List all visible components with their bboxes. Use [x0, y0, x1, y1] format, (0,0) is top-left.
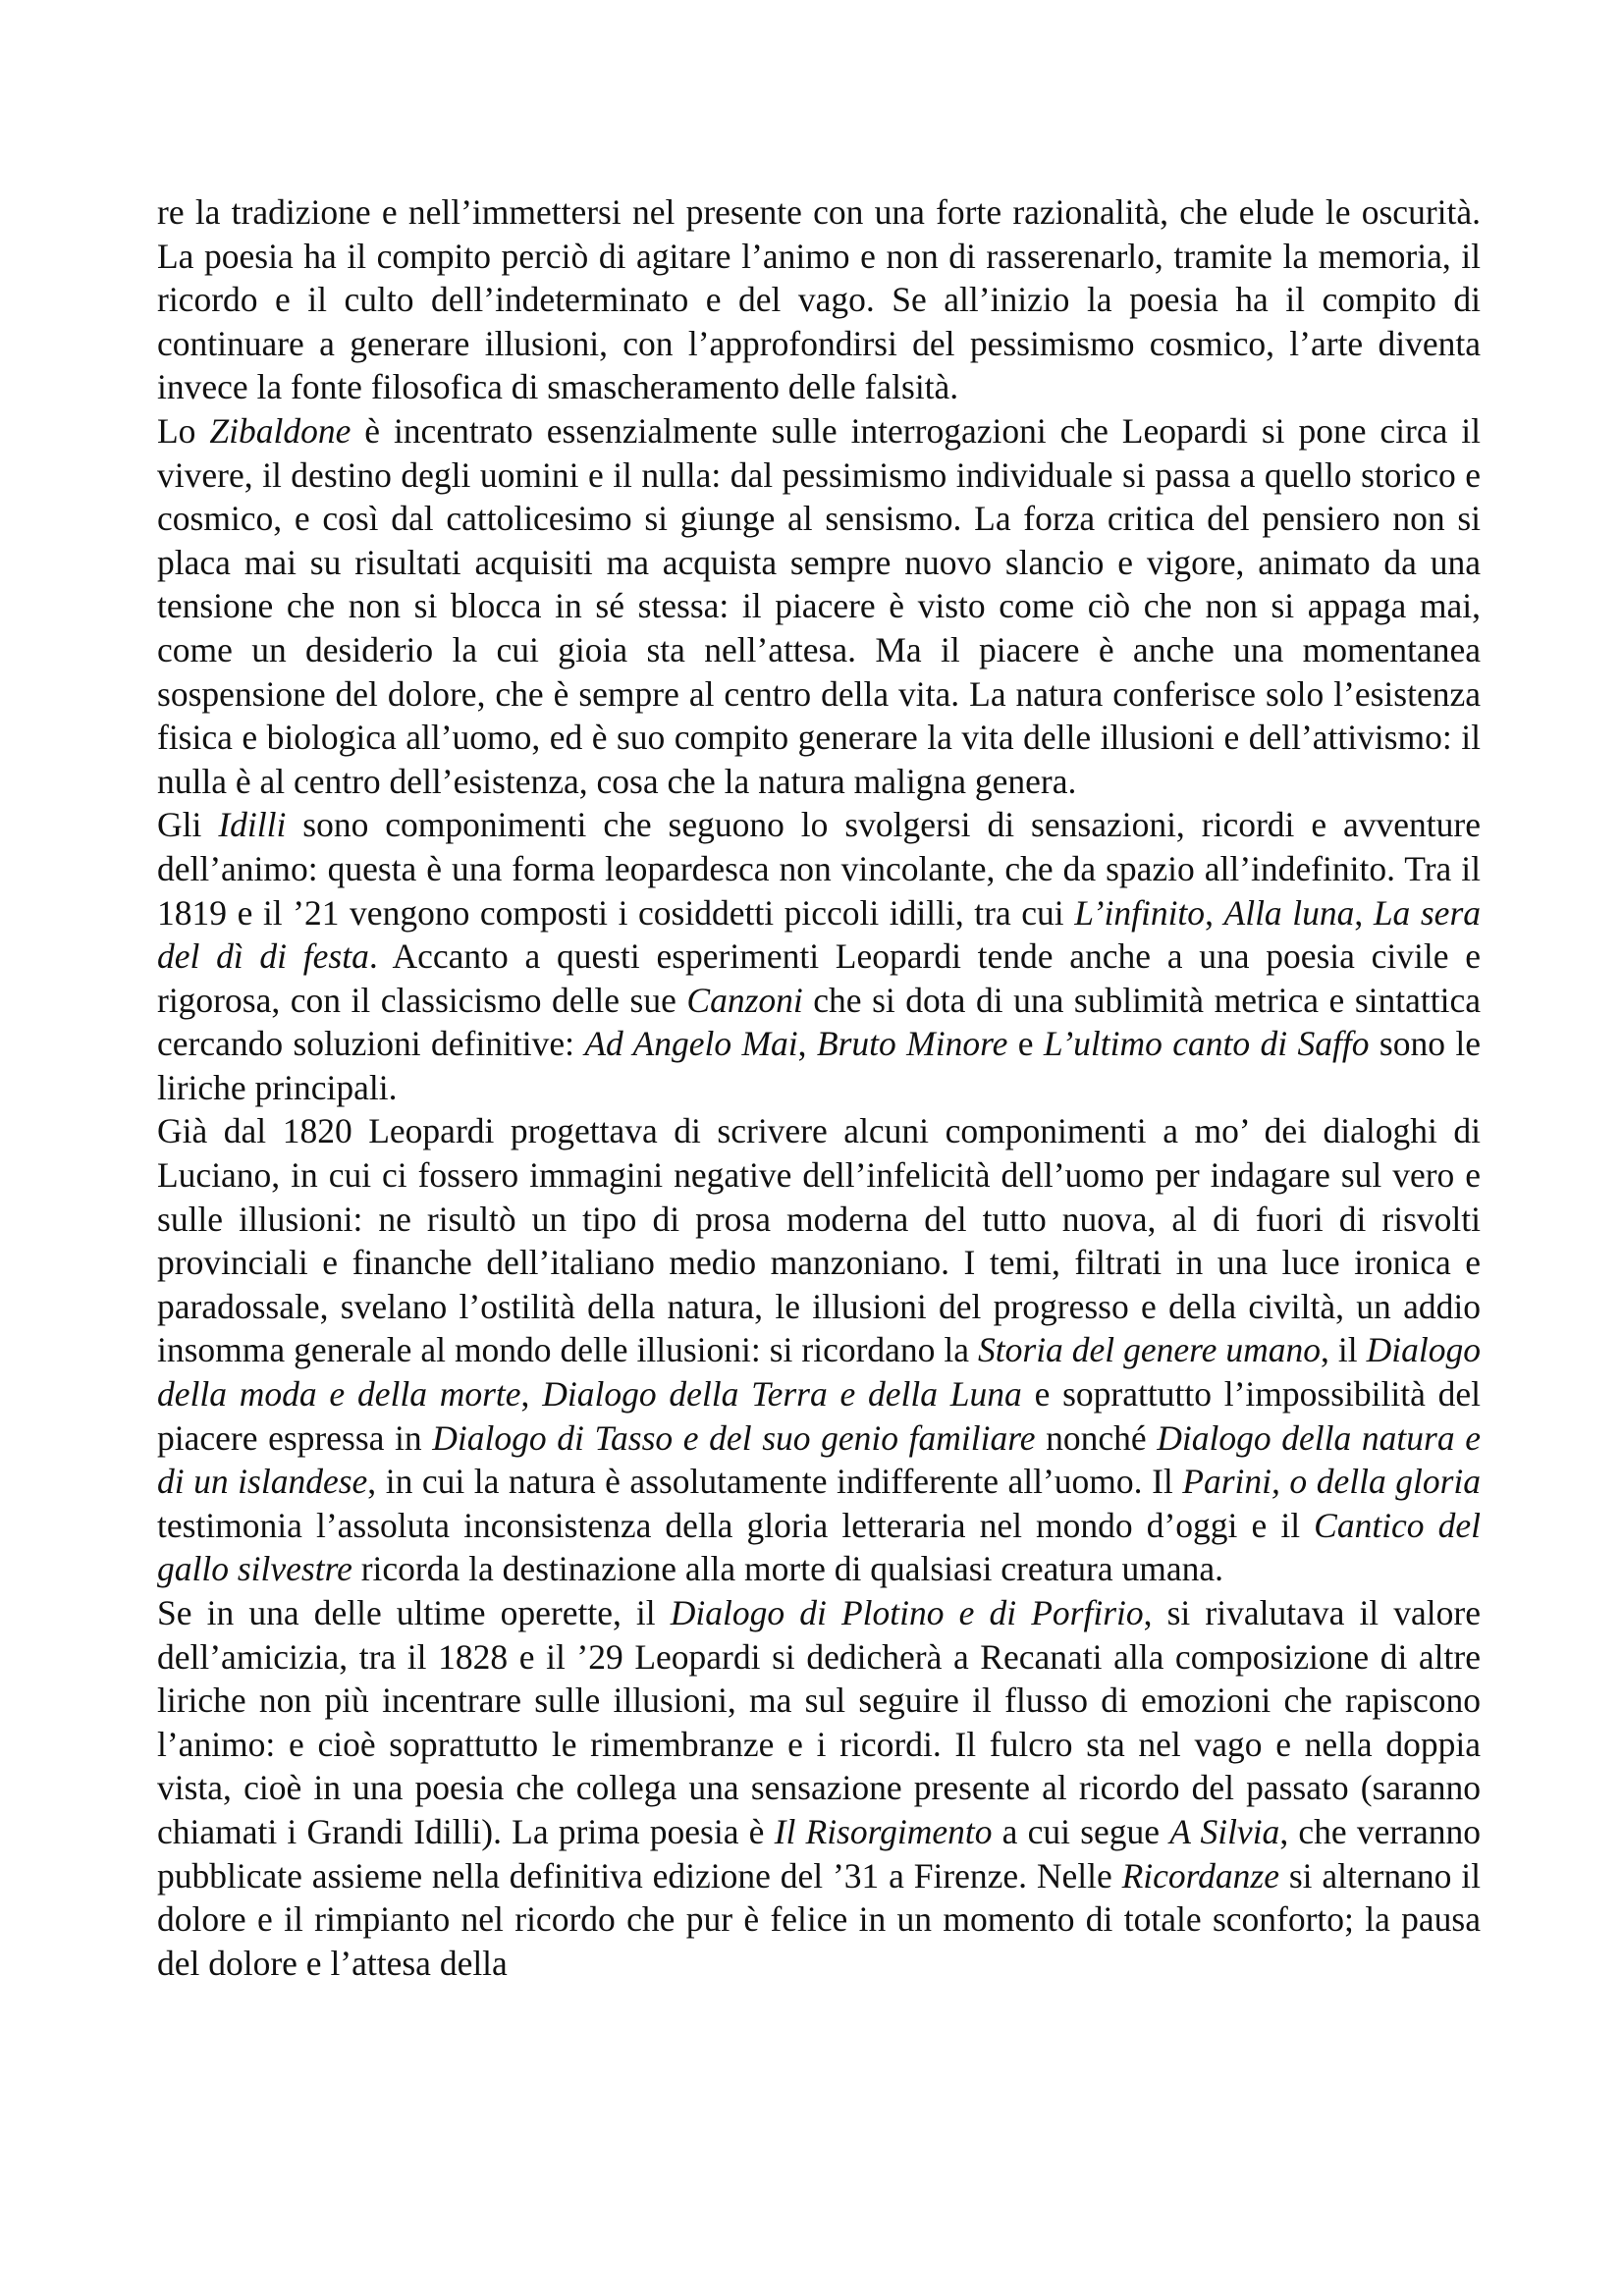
text-run: è incentrato essenzialmente sulle interrogazioni che Leopardi si pone circa il vivere, il destino degli uomini e il nulla: dal pessimismo individuale si passa a quello storico e cosmico, e così dal cattolicesimo si giunge al sensismo. La forza critica del pensiero non si placa mai su risultati acquisiti ma acquista sempre nuovo slancio e vigore, animato da una tensione che non si blocca in sé stessa: il piacere è visto come ciò che non si appaga mai, come un desiderio la cui gioia sta nell’attesa. Ma il piacere è anche una momentanea sospensione del dolore, che è sempre al centro della vita. La natura conferisce solo l’esistenza fisica e biologica all’uomo, ed è suo compito generare la vita delle illusioni e dell’attivismo: il nulla è al centro dell’esistenza, cosa che la natura maligna genera. — [157, 410, 1481, 801]
italic-title: Bruto Minore — [816, 1024, 1008, 1064]
text-run: re la tradizione e nell’immettersi nel presente con una forte razionalità, che elude le oscurità. La poesia ha il compito perciò di agitare l’animo e non di rasserenarlo, tramite la memoria, il ricordo e il culto dell’indeterminato e del vago. Se all’inizio la poesia ha il compito di continuare a generare illusioni, con l’approfondirsi del pessimismo cosmico, l’arte diventa invece la fonte filosofica di smascheramento delle falsità. — [157, 192, 1481, 407]
text-run: Già dal 1820 Leopardi progettava di scrivere alcuni componimenti a mo’ dei dialoghi di Luciano, in cui ci fossero immagini negative dell’infelicità dell’uomo per indagare sul vero e sulle illusioni: ne risultò un tipo di prosa moderna del tutto nuova, al di fuori di risvolti provinciali e finanche dell’italiano medio manzoniano. I temi, filtrati in una luce ironica e paradossale, svelano l’ostilità della natura, le illusioni del progresso e della civiltà, un addio insomma generale al mondo delle illusioni: si ricordano la — [157, 1111, 1481, 1370]
text-run: , il — [1321, 1330, 1367, 1370]
text-run: a cui segue — [992, 1811, 1170, 1851]
text-run: , — [1205, 892, 1224, 933]
italic-title: Ricordanze — [1121, 1855, 1279, 1896]
italic-title: Dialogo di Tasso e del suo genio familiare — [432, 1417, 1036, 1458]
italic-title: Idilli — [218, 805, 287, 845]
text-run: , che verranno pubblicate assieme nella definitiva edizione del ’31 a Firenze. Nelle — [157, 1811, 1481, 1896]
text-run: Se in una delle ultime operette, il — [157, 1593, 671, 1632]
italic-title: La sera del dì di festa — [157, 892, 1482, 977]
italic-title: Parini, o della gloria — [1182, 1462, 1482, 1502]
italic-title: Dialogo della moda e della morte — [157, 1330, 1481, 1415]
italic-title: Dialogo della natura e di un islandese — [157, 1417, 1481, 1502]
text-run: , — [797, 1024, 817, 1064]
text-run: , — [1354, 892, 1374, 933]
paragraph — [157, 1591, 1481, 1985]
paragraph — [157, 190, 1481, 409]
text-run: , si rivalutava il valore dell’amicizia, tra il 1828 e il ’29 Leopardi si dedicherà a Recanati alla composizione di altre liriche non più incentrare sulle illusioni, ma sul seguire il flusso di emozioni che rapiscono l’animo: e cioè soprattutto le rimembranze e i ricordi. Il fulcro sta nel vago e nella doppia vista, cioè in una poesia che collega una sensazione presente al ricordo del passato (saranno chiamati i Grandi Idilli). La prima poesia è — [157, 1593, 1481, 1851]
italic-title: Ad Angelo Mai — [584, 1024, 798, 1064]
text-run: che si dota di una sublimità metrica e sintattica cercando soluzioni definitive: — [157, 980, 1481, 1064]
body-text — [157, 190, 1481, 1985]
italic-title: A Silvia — [1169, 1811, 1280, 1851]
paragraph — [157, 803, 1481, 1109]
text-run: , — [520, 1374, 543, 1415]
text-run: nonché — [1035, 1417, 1158, 1458]
text-run: Lo — [157, 410, 210, 451]
italic-title: Canzoni — [686, 980, 803, 1020]
text-run: e soprattutto l’impossibilità del piacere espressa in — [157, 1374, 1481, 1458]
italic-title: L’infinito — [1074, 892, 1206, 933]
italic-title: Storia del genere umano — [978, 1330, 1322, 1370]
italic-title: Dialogo di Plotino e di Porfirio — [670, 1593, 1144, 1632]
text-run: Gli — [157, 805, 219, 845]
italic-title: Zibaldone — [209, 410, 352, 451]
text-run: ricorda la destinazione alla morte di qualsiasi creatura umana. — [352, 1549, 1223, 1589]
text-run: testimonia l’assoluta inconsistenza della gloria letteraria nel mondo d’oggi e il — [157, 1505, 1315, 1545]
paragraph — [157, 1109, 1481, 1591]
text-run: sono le liriche principali. — [157, 1024, 1481, 1107]
italic-title: Alla luna — [1223, 892, 1355, 933]
text-run: si alternano il dolore e il rimpianto nel ricordo che pur è felice in un momento di totale sconforto; la pausa del dolore e l’attesa della — [157, 1855, 1481, 1983]
text-run: . Accanto a questi esperimenti Leopardi tende anche a una poesia civile e rigorosa, con il classicismo delle sue — [157, 936, 1481, 1020]
text-run: e — [1007, 1024, 1044, 1064]
italic-title: Dialogo della Terra e della Luna — [542, 1374, 1022, 1415]
italic-title: Il Risorgimento — [774, 1811, 993, 1851]
italic-title: L’ultimo canto di Saffo — [1043, 1024, 1370, 1064]
italic-title: Cantico del gallo silvestre — [157, 1505, 1482, 1589]
text-run: , in cui la natura è assolutamente indifferente all’uomo. Il — [367, 1462, 1183, 1502]
paragraph — [157, 409, 1481, 803]
text-run: sono componimenti che seguono lo svolgersi di sensazioni, ricordi e avventure dell’animo: questa è una forma leopardesca non vincolante, che da spazio all’indefinito. Tra il 1819 e il ’21 vengono composti i cosiddetti piccoli idilli, tra cui — [157, 805, 1481, 933]
